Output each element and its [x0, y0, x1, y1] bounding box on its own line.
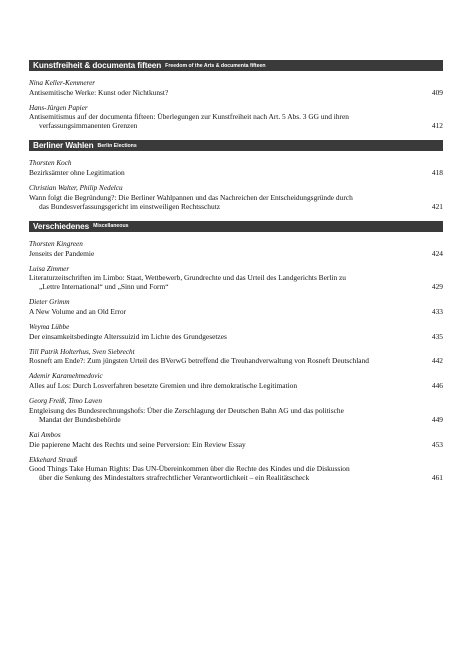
entry-page: 442 [431, 356, 443, 366]
entry-page: 433 [431, 307, 443, 316]
entry-author: Nina Keller-Kemmerer [29, 79, 96, 87]
section-verschiedenes [29, 221, 443, 482]
entry-title: Rosneft am Ende?: Zum jüngsten Urteil des BVerwG betreffend die Treuhandverwaltung von Rosneft Deutschland [29, 356, 369, 366]
section-title: Kunstfreiheit & documenta fifteen [33, 61, 162, 70]
entry-page: 424 [431, 248, 443, 258]
section-kunstfreiheit [29, 60, 443, 130]
entry-author: Weyma Lübbe [29, 323, 70, 332]
entry-title: A New Volume and an Old Error [29, 307, 127, 316]
toc-entry[interactable] [29, 184, 443, 211]
entry-page: 418 [431, 168, 443, 178]
entry-page: 461 [431, 473, 443, 483]
toc-entry[interactable] [29, 159, 443, 177]
entry-title: Entgleisung des Bundesrechnungshofs: Über die Zerschlagung der Deutschen Bahn AG und das politische Mandat der Bundesbehörde [29, 405, 344, 424]
entry-author: Thorsten Koch [29, 159, 72, 168]
toc-entry[interactable] [29, 372, 443, 390]
entry-author: Ekkehard Strauß [29, 455, 78, 464]
section-berliner-wahlen [29, 140, 443, 210]
table-of-contents [29, 60, 443, 492]
entry-title: Die papierene Macht des Rechts und seine Perversion: Ein Review Essay [29, 439, 246, 449]
entry-author: Christian Walter, Philip Nedelcu [29, 184, 123, 193]
toc-entry[interactable] [29, 348, 443, 366]
toc-entry[interactable] [29, 456, 443, 483]
section-title: Verschiedenes [33, 221, 90, 231]
entry-title: Antisemitismus auf der documenta fifteen: Überlegungen zur Kunstfreiheit nach Art. 5 Abs. 3 GG und ihren verfassungsimmanenten Grenzen [29, 112, 349, 131]
entry-author: Ademir Karamehmedovic [29, 372, 103, 381]
entry-title: Der einsamkeitsbedingte Alterssuizid im Lichte des Grundgesetzes [29, 331, 227, 341]
section-subtitle: Berlin Elections [97, 142, 137, 149]
toc-entry[interactable] [29, 397, 443, 424]
entry-page: 421 [431, 201, 443, 211]
entry-author: Hans-Jürgen Papier [29, 103, 88, 112]
entry-page: 412 [431, 121, 443, 131]
entry-author: Luisa Zimmer [29, 264, 70, 273]
entry-author: Dieter Grimm [29, 298, 70, 307]
section-subtitle: Freedom of the Arts & documenta fifteen [165, 62, 266, 69]
section-header [29, 140, 443, 151]
entry-title: Jenseits der Pandemie [29, 248, 95, 258]
entry-title: Wann folgt die Begründung?: Die Berliner Wahlpannen und das Nachreichen der Entscheidungsgründe durch das Bundesverfassungsgericht im einstweiligen Rechtsschutz [29, 192, 353, 211]
entry-author: Thorsten Kingreen [29, 239, 83, 248]
entry-author: Till Patrik Holterhus, Sven Siebrecht [29, 347, 135, 356]
section-header [29, 60, 443, 71]
entry-title: Good Things Take Human Rights: Das UN-Übereinkommen über die Rechte des Kindes und die Diskussion über die Senkung des Mindestalters strafrechtlicher Verantwortlichkeit – ein Realitätscheck [29, 464, 350, 483]
entry-page: 409 [431, 87, 443, 97]
entry-title: Antisemitische Werke: Kunst oder Nichtkunst? [29, 87, 169, 97]
toc-entry[interactable] [29, 298, 443, 316]
entry-title: Alles auf Los: Durch Losverfahren besetzte Gremien und ihre demokratische Legitimation [29, 381, 298, 391]
toc-entry[interactable] [29, 104, 443, 131]
entry-title: Bezirksämter ohne Legitimation [29, 168, 125, 178]
toc-entry[interactable] [29, 265, 443, 292]
toc-entry[interactable] [29, 79, 443, 97]
toc-entry[interactable] [29, 323, 443, 341]
section-subtitle: Miscellaneous [93, 223, 129, 230]
entry-page: 449 [431, 414, 443, 424]
entry-author: Georg Freiß, Timo Laven [29, 397, 102, 406]
toc-entry[interactable] [29, 431, 443, 449]
toc-entry[interactable] [29, 240, 443, 258]
entry-page: 429 [431, 282, 443, 292]
entry-page: 435 [431, 331, 443, 341]
section-header [29, 221, 443, 232]
section-title: Berliner Wahlen [33, 141, 94, 151]
entry-page: 446 [431, 381, 443, 391]
entry-title: Literaturzeitschriften im Limbo: Staat, Wettbewerb, Grundrechte und das Urteil des Landgerichts Berlin zu „Lettre International“ und „Sinn und Form“ [29, 273, 346, 292]
entry-author: Kai Ambos [29, 430, 61, 439]
entry-page: 453 [431, 439, 443, 449]
